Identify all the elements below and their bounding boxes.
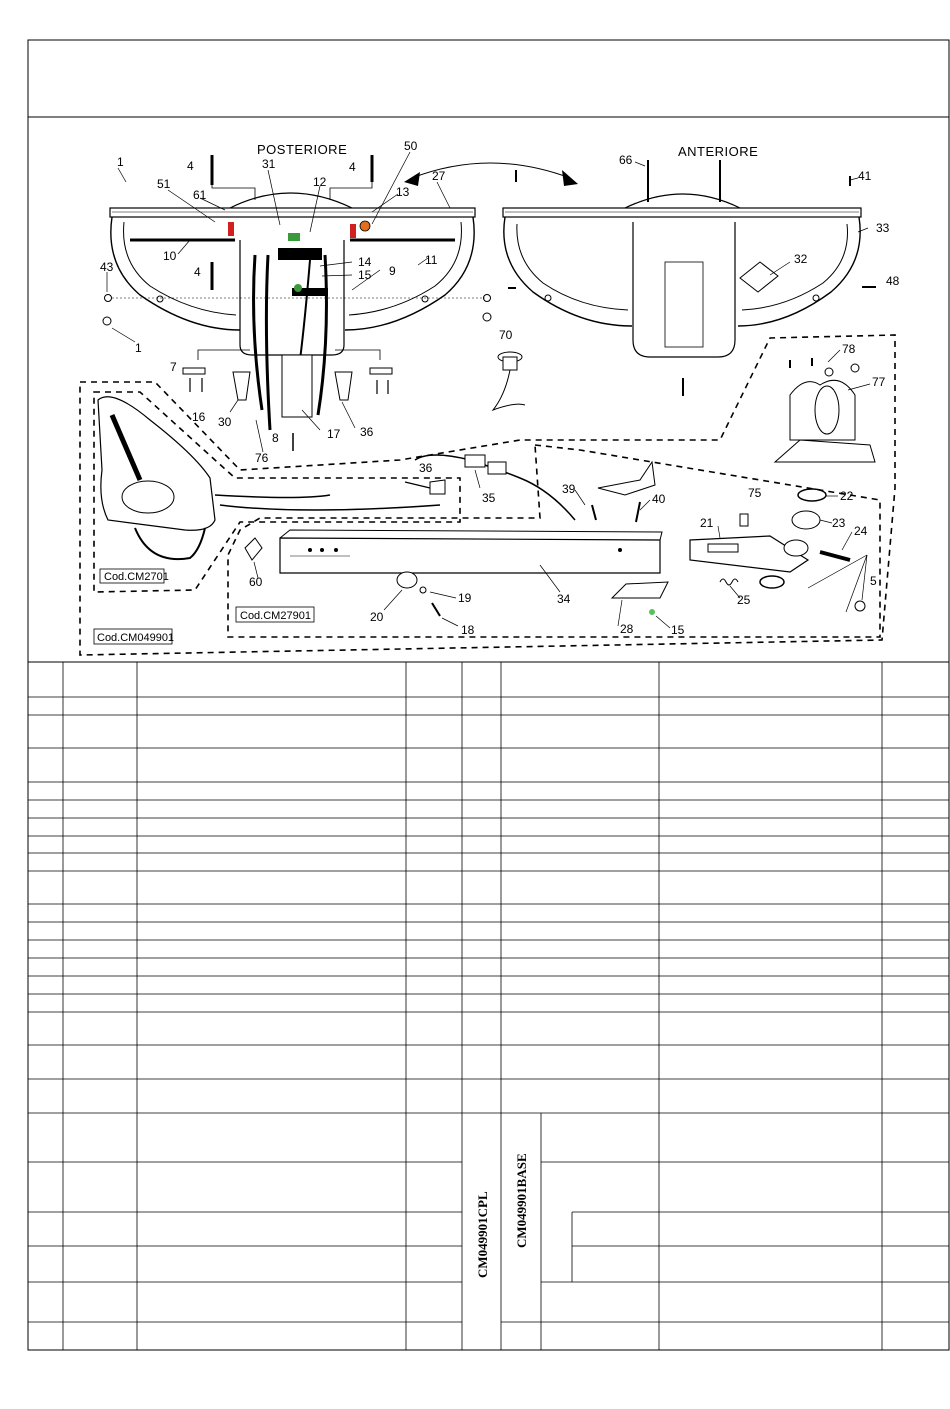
callout-35: 35 — [482, 491, 496, 505]
callout-4: 4 — [349, 160, 356, 174]
callout-16: 16 — [192, 410, 206, 424]
callout-50: 50 — [404, 139, 418, 153]
callout-23: 23 — [832, 516, 846, 530]
callout-15: 15 — [671, 623, 685, 637]
callout-8: 8 — [272, 431, 279, 445]
callout-33: 33 — [876, 221, 890, 235]
callout-66: 66 — [619, 153, 633, 167]
rear-view-title: POSTERIORE — [257, 142, 348, 157]
callout-19: 19 — [458, 591, 472, 605]
callout-31: 31 — [262, 157, 276, 171]
callout-25: 25 — [737, 593, 751, 607]
kit-code-full: Cod.CM049901 — [97, 632, 175, 644]
callout-24: 24 — [854, 524, 868, 538]
callout-36: 36 — [360, 425, 374, 439]
right-table-rows — [462, 697, 949, 1322]
callout-20: 20 — [370, 610, 384, 624]
part-77-bracket — [775, 358, 875, 462]
callout-61: 61 — [193, 188, 207, 202]
callout-12: 12 — [313, 175, 327, 189]
callout-4: 4 — [187, 159, 194, 173]
callout-78: 78 — [842, 342, 856, 356]
callout-5: 5 — [870, 574, 877, 588]
callout-14: 14 — [358, 255, 372, 269]
callout-39: 39 — [562, 482, 576, 496]
callout-70: 70 — [499, 328, 513, 342]
exploded-drawing — [80, 139, 900, 655]
callout-17: 17 — [327, 427, 341, 441]
callout-9: 9 — [389, 264, 396, 278]
callout-32: 32 — [794, 252, 808, 266]
callout-48: 48 — [886, 274, 900, 288]
callout-77: 77 — [872, 375, 886, 389]
callout-13: 13 — [396, 185, 410, 199]
callout-1: 1 — [117, 155, 124, 169]
front-view-body — [503, 160, 876, 396]
callout-1: 1 — [135, 341, 142, 355]
lock-assembly — [690, 489, 865, 611]
callout-30: 30 — [218, 415, 232, 429]
callout-40: 40 — [652, 492, 666, 506]
kit-code-bar: Cod.CM27901 — [240, 610, 311, 622]
product-code-complete: CM049901CPL — [475, 1191, 490, 1278]
bar-assembly — [245, 462, 668, 616]
callout-75: 75 — [748, 486, 762, 500]
front-view-title: ANTERIORE — [678, 144, 759, 159]
kit-code-handle: Cod.CM2701 — [104, 571, 169, 583]
callout-41: 41 — [858, 169, 872, 183]
callout-18: 18 — [461, 623, 475, 637]
rear-view-body — [103, 155, 491, 451]
callout-51: 51 — [157, 177, 171, 191]
callout-28: 28 — [620, 622, 634, 636]
callout-10: 10 — [163, 249, 177, 263]
callout-4: 4 — [194, 265, 201, 279]
view-arrow — [404, 163, 578, 186]
callout-21: 21 — [700, 516, 714, 530]
callout-36: 36 — [419, 461, 433, 475]
part-70-button — [493, 352, 525, 410]
callout-15: 15 — [358, 268, 372, 282]
callout-7: 7 — [170, 360, 177, 374]
callout-27: 27 — [432, 169, 446, 183]
callout-34: 34 — [557, 592, 571, 606]
kit-code-labels — [94, 569, 314, 644]
sheet-border — [28, 40, 949, 1350]
left-table-rows — [28, 697, 462, 1322]
callout-22: 22 — [840, 489, 854, 503]
callout-76: 76 — [255, 451, 269, 465]
product-code-base: CM049901BASE — [514, 1153, 529, 1248]
callout-43: 43 — [100, 260, 114, 274]
callout-11: 11 — [425, 253, 438, 267]
callout-60: 60 — [249, 575, 263, 589]
